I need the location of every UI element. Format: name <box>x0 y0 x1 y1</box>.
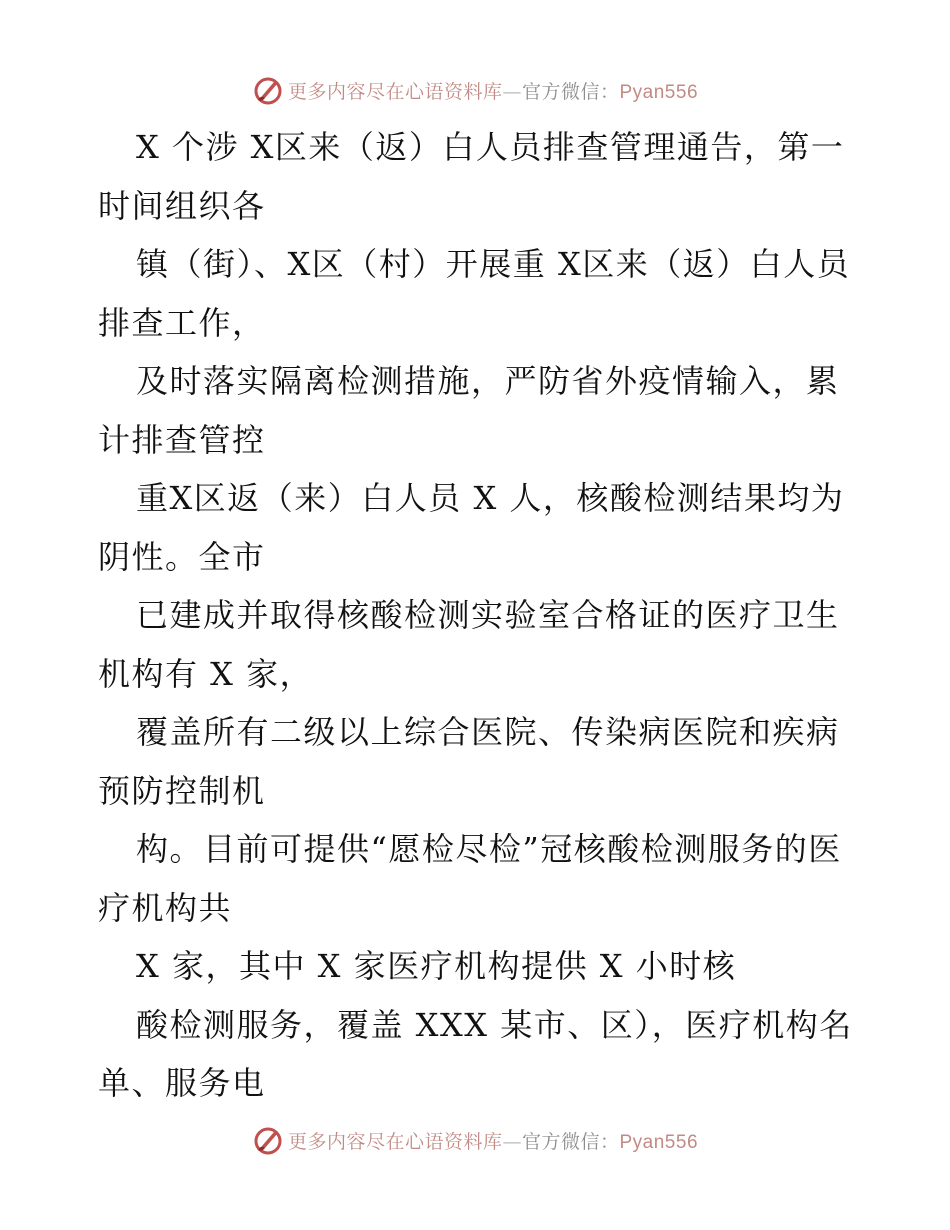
header-watermark <box>0 70 950 110</box>
paragraph: X 家，其中 X 家医疗机构提供 X 小时核 <box>136 947 737 985</box>
watermark-wechat-label: 官方微信： <box>521 80 620 103</box>
paragraph: 镇（街）、X区（村）开展重 X区来（返）白人员排查工作， <box>98 245 851 342</box>
watermark-main-text: 更多内容尽在心语资料库 <box>287 80 503 103</box>
paragraph: 覆盖所有二级以上综合医院、传染病医院和疾病预防控制机 <box>98 713 840 810</box>
paragraph: 酸检测服务，覆盖 XXX 某市、区），医疗机构名单、服务电 <box>98 1005 853 1102</box>
paragraph: 构。目前可提供“愿检尽检”冠核酸检测服务的医疗机构共 <box>98 830 842 927</box>
paragraph: 重X区返（来）白人员 X 人，核酸检测结果均为阴性。全市 <box>98 479 845 576</box>
paragraph: 已建成并取得核酸检测实验室合格证的医疗卫生机构有 X 家， <box>98 596 840 693</box>
document-body <box>98 118 858 1113</box>
brush-logo-icon <box>252 1124 284 1156</box>
paragraph: X 个涉 X区来（返）白人员排查管理通告，第一时间组织各 <box>98 128 845 225</box>
watermark-separator: — <box>502 1130 522 1153</box>
paragraph: 及时落实隔离检测措施，严防省外疫情输入，累计排查管控 <box>98 362 840 459</box>
watermark-wechat-id: Pyan556 <box>619 81 699 103</box>
footer-watermark <box>0 1120 950 1160</box>
watermark-main-text: 更多内容尽在心语资料库 <box>287 1130 503 1153</box>
brush-logo-icon <box>252 74 284 106</box>
watermark-wechat-label: 官方微信： <box>521 1130 620 1153</box>
watermark-separator: — <box>502 80 522 103</box>
watermark-wechat-id: Pyan556 <box>619 1131 699 1153</box>
